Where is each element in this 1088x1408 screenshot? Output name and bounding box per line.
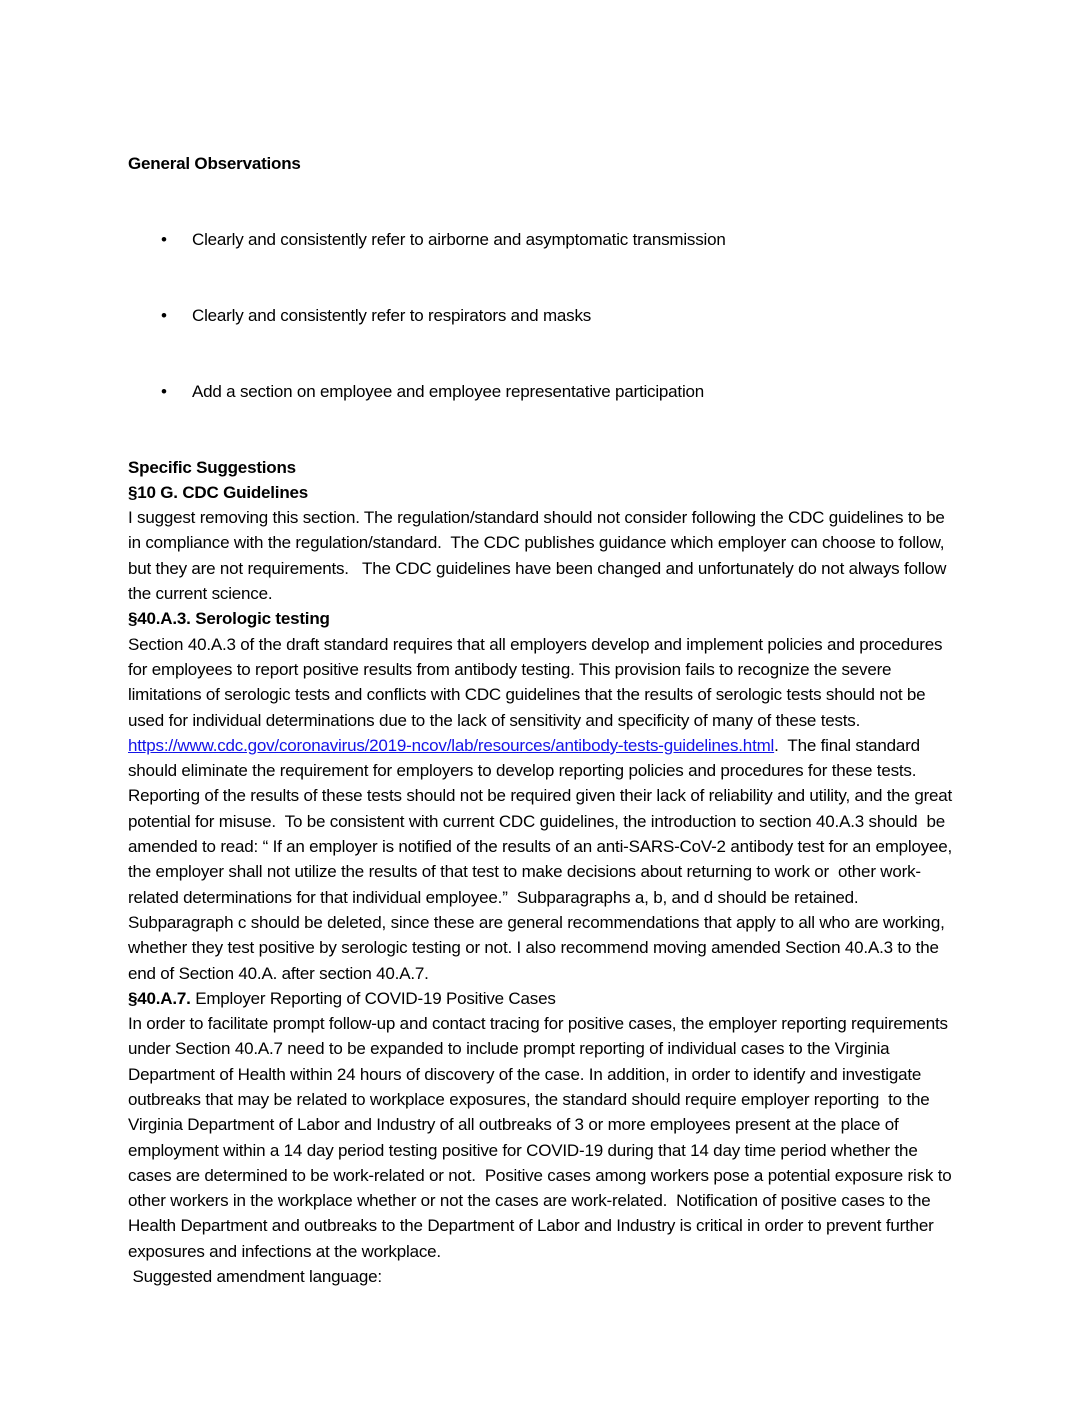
serologic-text-after-link: . The final standard should eliminate the requirement for employers to develop reporting policies and procedures for these tests. Reporting of the results of these tests should not be required given their lack of reliability and utility, and the great potential for misuse. To be consistent with current CDC guidelines, the introduction to section 40.A.3 should be amended to read: “ If an employer is notified of the results of an anti-SARS-CoV-2 antibody test for an employee, the employer shall not utilize the results of that test to make decisions about returning to work or other work-related determinations for that individual employee.” Subparagraphs a, b, and d should be retained. Subparagraph c should be deleted, since these are general recommendations that apply to all who are working, whether they test positive by serologic testing or not. I also recommend moving amended Section 40.A.3 to the end of Section 40.A. after section 40.A.7. xyxy=(128,735,957,983)
list-item xyxy=(128,379,960,404)
list-item-text: Clearly and consistently refer to airborne and asymptomatic transmission xyxy=(192,229,726,249)
paragraph-employer-reporting: In order to facilitate prompt follow-up and contact tracing for positive cases, the employer reporting requirements under Section 40.A.7 need to be expanded to include prompt reporting of individual cases to the Virginia Department of Health within 24 hours of discovery of the case. In addition, in order to identify and investigate outbreaks that may be related to workplace exposures, the standard should require employer reporting to the Virginia Department of Labor and Industry of all outbreaks of 3 or more employees present at the place of employment within a 14 day period testing positive for COVID-19 during that 14 day time period whether the cases are determined to be work-related or not. Positive cases among workers pose a potential exposure risk to other workers in the workplace whether or not the cases are work-related. Notification of positive cases to the Health Department and outbreaks to the Department of Labor and Industry is critical in order to prevent further exposures and infections at the workplace. xyxy=(128,1014,957,1261)
list-item-text: Clearly and consistently refer to respirators and masks xyxy=(192,305,592,325)
heading-employer-reporting xyxy=(128,986,960,1011)
heading-employer-reporting-title: Employer Reporting of COVID-19 Positive Cases xyxy=(190,988,556,1008)
bullet-icon: • xyxy=(161,305,167,325)
paragraph-cdc-guidelines: I suggest removing this section. The regulation/standard should not consider following the CDC guidelines to be in compliance with the regulation/standard. The CDC publishes guidance which employer can choose to follow, but they are not requirements. The CDC guidelines have been changed and unfortunately do not always follow the current science. xyxy=(128,508,951,604)
list-item xyxy=(128,227,960,252)
bullet-icon: • xyxy=(161,229,167,249)
list-item xyxy=(128,303,960,328)
heading-cdc-guidelines: §10 G. CDC Guidelines xyxy=(128,482,309,502)
general-observations-list xyxy=(128,176,960,454)
serologic-text-before-link: Section 40.A.3 of the draft standard requires that all employers develop and implement policies and procedures for employees to report positive results from antibody testing. This provision fails to recognize the severe limitations of serologic tests and conflicts with CDC guidelines that the results of serologic tests should not be used for individual determinations due to the lack of sensitivity and specificity of many of these tests. xyxy=(128,634,947,730)
suggested-amendment-label: Suggested amendment language: xyxy=(128,1267,382,1287)
paragraph-serologic-testing xyxy=(128,632,960,986)
bullet-icon: • xyxy=(161,381,167,401)
cdc-antibody-tests-guidelines-link[interactable]: https://www.cdc.gov/coronavirus/2019-ncov/lab/resources/antibody-tests-guidelines.html xyxy=(128,735,775,755)
heading-specific-suggestions: Specific Suggestions xyxy=(128,457,296,477)
heading-employer-reporting-number: §40.A.7. xyxy=(128,988,191,1008)
list-item-text: Add a section on employee and employee representative participation xyxy=(192,381,705,401)
heading-serologic-testing: §40.A.3. Serologic testing xyxy=(128,609,330,629)
heading-general-observations: General Observations xyxy=(128,154,301,173)
